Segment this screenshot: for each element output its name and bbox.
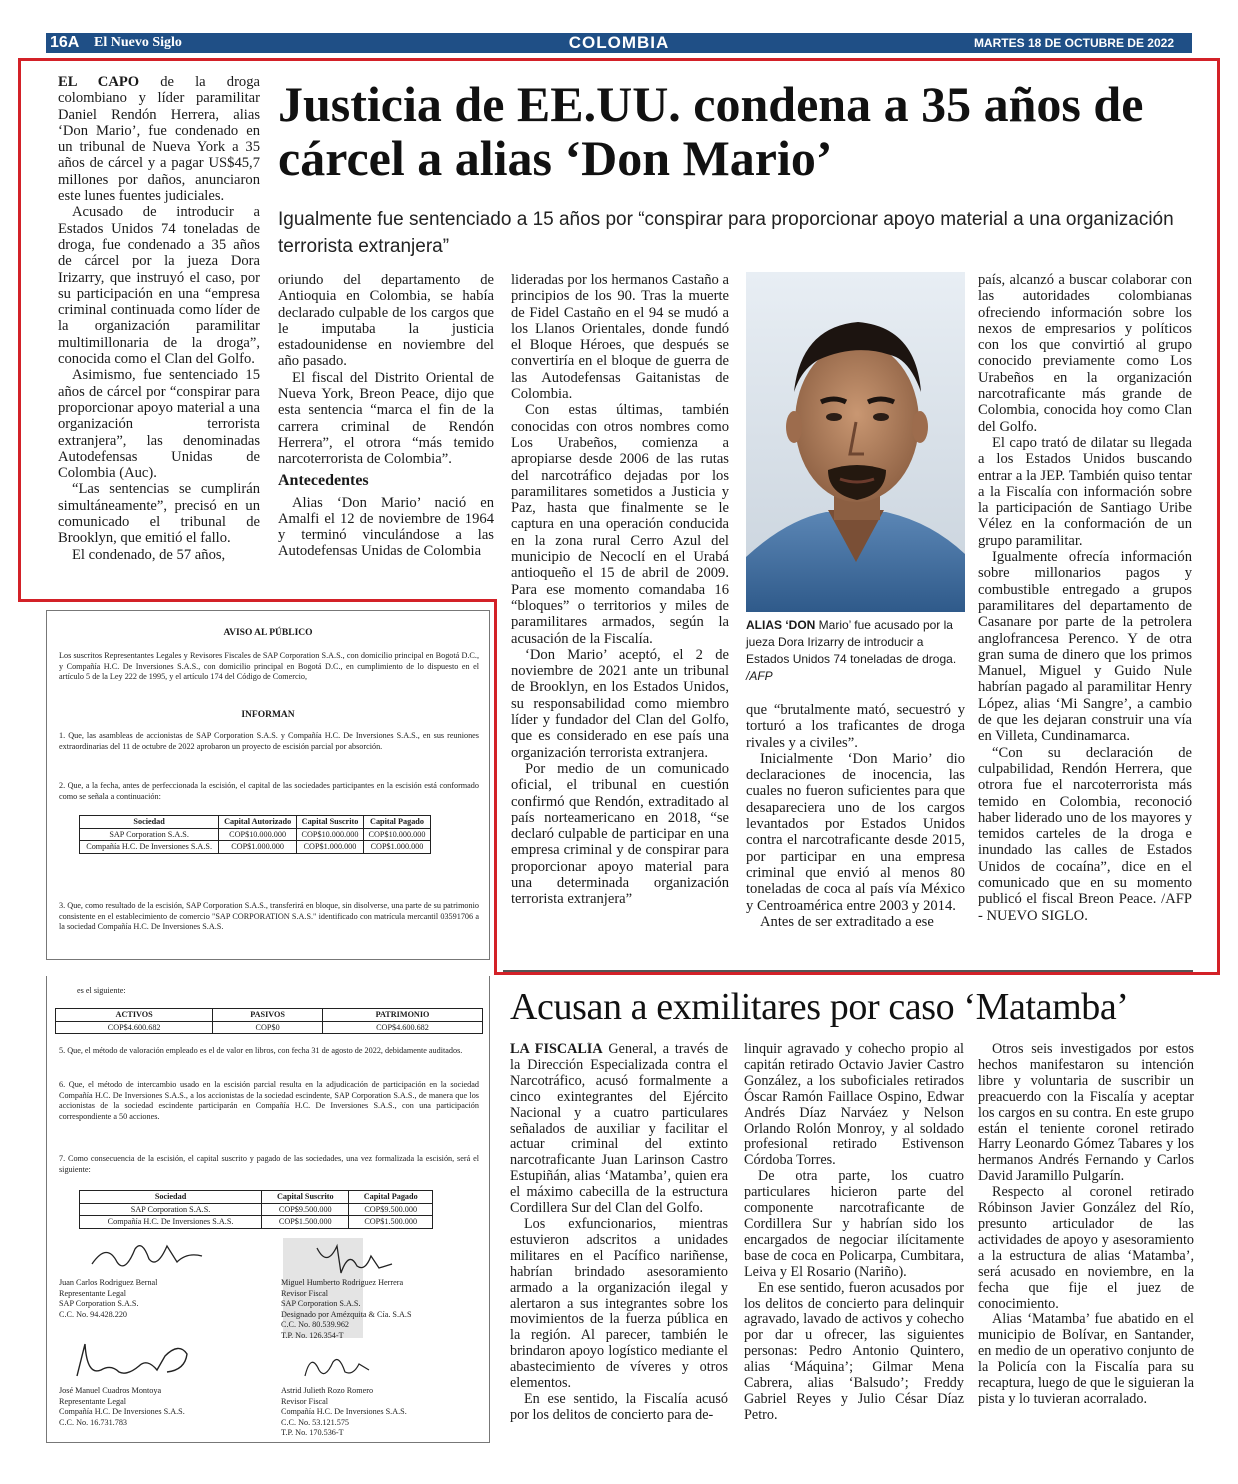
signatory-company: SAP Corporation S.A.S.: [281, 1299, 361, 1308]
portrait-photo: [746, 272, 965, 612]
signatory-role: Revisor Fiscal: [281, 1288, 329, 1298]
frame-inner-bottom: [18, 599, 497, 602]
frame-top: [18, 58, 1220, 61]
paragraph: ‘Don Mario’ aceptó, el 2 de noviembre de 2021 ante un tribunal de Brooklyn, en los Estados Unidos, su responsabilidad como miembro líder y fundador del Clan del Golfo, que es considerado en ese país una organización terrorista extranjera.: [511, 646, 729, 761]
paragraph: “Las sentencias se cumplirán simultáneamente”, precisó en un comunicado el tribunal de Brooklyn, que emitió el fallo.: [58, 481, 260, 547]
lead-word: EL CAPO: [58, 74, 140, 90]
signatory-1: [59, 1278, 157, 1320]
notice-point-7: 7. Como consecuencia de la escisión, el capital suscrito y pagado de las sociedades, una vez formalizada la escisión, será el siguiente:: [59, 1154, 479, 1174]
paragraph: Alias ‘Matamba’ fue abatido en el municipio de Bolívar, en Santander, en medio de un operativo conjunto de la Policía con la Fiscalía para su recaptura, luego de que le siguieran la pista y lo tuvieran acorralado.: [978, 1311, 1194, 1407]
table-header: Capital Autorizado: [219, 816, 297, 829]
paragraph: General, a través de la Dirección Especializada contra el Narcotráfico, acusó formalmente a cinco exintegrantes del Ejército Nacional y a cuatro particulares señalados de auxiliar y facilitar el actuar criminal del extinto narcotraficante Juan Larinson Castro Estupiñán, alias ‘Matamba’, quien era el máximo cabecilla de la estructura Cordillera Sur del Clan del Golfo.: [510, 1042, 728, 1217]
caption-credit: /AFP: [746, 669, 773, 683]
signatory-id: C.C. No. 94.428.220: [59, 1309, 128, 1319]
paragraph: Asimismo, fue sentenciado 15 años de cárcel por “conspirar para proporcionar apoyo material a una organización terrorista extranjera”, las denominadas Autodefensas Unidas de Colombia (Auc).: [58, 367, 260, 482]
signatory-3: [59, 1386, 185, 1428]
table-header-row: [80, 816, 431, 829]
frame-inner-left: [494, 599, 497, 975]
public-notice: [46, 610, 490, 960]
signatory-id: C.C. No. 53.121.575: [281, 1417, 350, 1427]
main-subhead: Igualmente fue sentenciado a 15 años por “conspirar para proporcionar apoyo material a una organización terrorista extranjera”: [278, 209, 1174, 257]
notice-point-3: 3. Que, como resultado de la escisión, SAP Corporation S.A.S., transferirá en bloque, sin disolverse, una parte de su patrimonio consistente en el establecimiento de comercio "SAP CORPORATION S.A.S." identificado con matrícula mercantil 03591706 a la sociedad Compañía H.C. De Inversiones S.A.S.: [59, 901, 479, 931]
paragraph: En ese sentido, fueron acusados por los delitos de concierto para delinquir agravado, lavado de activos y cohecho por dar u ofrecer, las siguientes personas: Pedro Antonio Quintero, alias ‘Máquina’; Gilmar Mena Cabrera, alias ‘Balsudo’; Freddy Gabriel Reyes y Julio César Díaz Petro.: [744, 1279, 964, 1423]
paragraph: El capo trató de dilatar su llegada a los Estados Unidos buscando entrar a la JEP. También quiso tentar a la Fiscalía con información sobre la participación de Santiago Uribe Vélez en la conformación de un grupo paramilitar.: [978, 434, 1192, 549]
table-header-row: [80, 1191, 433, 1204]
paragraph: De otra parte, los cuatro particulares hicieron parte del componente narcotraficante de Cordillera Sur y habrían sido los encargados de negociar ilícitamente base de coca en Policarpa, Cumbitara, Leiva y El Rosario (Nariño).: [744, 1168, 964, 1280]
table-row: [80, 828, 431, 841]
paragraph: que “brutalmente mató, secuestró y torturó a los traficantes de droga rivales y a civiles”.: [746, 702, 965, 751]
notice-point-1: 1. Que, las asambleas de accionistas de SAP Corporation S.A.S. y Compañía H.C. De Inversiones S.A.S., en sus reuniones extraordinarias del 11 de octubre de 2022 aprobaron un proyecto de escisión parcial por absorción.: [59, 731, 479, 751]
main-article-column-1: [58, 74, 260, 584]
table-cell: COP$4.600.682: [56, 1021, 213, 1034]
table-cell: COP$10.000.000: [363, 828, 430, 841]
capital-table-after: [79, 1190, 433, 1229]
signatory-designation: Designado por Amézquita & Cía. S.A.S: [281, 1309, 412, 1319]
signature-2: [307, 1238, 407, 1278]
main-article-column-3: [511, 272, 729, 962]
notice-point-6: 6. Que, el método de intercambio usado en la escisión parcial resulta en la adjudicación de participación en la sociedad Compañía H.C. De Inversiones S.A.S., a los accionistas de la sociedad escindente, SAP Corporation S.A.S., de manera que los accionistas de la sociedad escindente participarán en Compañía H.C. De Inversiones S.A.S., con una participación correspondiente a 50 acciones.: [59, 1080, 479, 1121]
table-cell: COP$1.500.000: [349, 1216, 433, 1229]
paragraph: oriundo del departamento de Antioquia en Colombia, se había declarado culpable de los cargos que le imputaba la justicia estadounidense en noviembre del año pasado.: [278, 272, 494, 370]
table-cell: SAP Corporation S.A.S.: [80, 828, 219, 841]
paragraph: lideradas por los hermanos Castaño a principios de los 90. Tras la muerte de Fidel Castaño en el 94 se mudó a los Llanos Orientales, donde fundó el Bloque Héroes, que después se convertiría en el bloque de guerra de las Autodefensas Gaitanistas de Colombia.: [511, 272, 729, 403]
table-cell: COP$1.000.000: [363, 841, 430, 854]
table-header: Sociedad: [80, 1191, 262, 1204]
table-header: PASIVOS: [213, 1009, 323, 1022]
paragraph: Con estas últimas, también conocidas con otros nombres como Los Urabeños, comienza a apropiarse desde 2006 de las rutas del narcotráfico dejadas por los paramilitares sometidos a Justicia y Paz, hasta que finalmente se le captura en una operación conducida en la zona rural Cerro Azul del municipio de Necoclí en el Urabá antioqueño el 15 de abril de 2009. Para ese momento comandaba 16 “bloques” o territorios y miles de paramilitares armados, según la acusación de la Fiscalía.: [511, 402, 729, 647]
table-header: Capital Suscrito: [262, 1191, 349, 1204]
table-row: [56, 1021, 483, 1034]
signatory-role: Representante Legal: [59, 1396, 127, 1406]
paragraph: Acusado de introducir a Estados Unidos 74 toneladas de droga, fue condenado a 35 años de cárcel por la jueza Dora Irizarry, que instruyó el caso, por su participación en una “empresa criminal continuada como líder de la organización paramilitar multimillonaria de la droga”, conocida como el Clan del Golfo.: [58, 204, 260, 368]
table-row: [80, 1203, 433, 1216]
signature-1: [87, 1234, 207, 1274]
section-title: COLOMBIA: [568, 33, 670, 52]
signatory-tp: T.P. No. 170.536-T: [281, 1428, 344, 1437]
signatory-company: Compañía H.C. De Inversiones S.A.S.: [281, 1407, 407, 1416]
table-cell: COP$9.500.000: [262, 1203, 349, 1216]
table-row: [80, 1216, 433, 1229]
issue-date: MARTES 18 DE OCTUBRE DE 2022: [973, 36, 1174, 50]
main-article-column-4: [746, 702, 965, 962]
signatory-name: José Manuel Cuadros Montoya: [59, 1386, 162, 1395]
second-headline: Acusan a exmilitares por caso ‘Matamba’: [510, 986, 1129, 1028]
notice-point-4-tail: es el siguiente:: [77, 986, 126, 995]
table-cell: Compañía H.C. De Inversiones S.A.S.: [80, 841, 219, 854]
paragraph: El fiscal del Distrito Oriental de Nueva York, Breon Peace, dijo que esta sentencia “marca el fin de la carrera criminal de Rendón Herrera”, el otrora “más temido narcoterrorista de Colombia”.: [278, 369, 494, 468]
signatory-id: C.C. No. 80.539.962: [281, 1320, 350, 1329]
notice-intro: Los suscritos Representantes Legales y Revisores Fiscales de SAP Corporation S.A.S., con domicilio principal en Bogotá D.C., y Compañía H.C. De Inversiones S.A.S., con domicilio principal en Bogotá D.C., en cumplimiento de lo dispuesto en el artículo 5 de la Ley 222 de 1995, y el artículo 174 del Código de Comercio,: [59, 651, 479, 681]
main-article-column-5: [978, 272, 1192, 962]
public-notice-continued: [46, 976, 490, 1443]
balance-table: [55, 1008, 483, 1034]
table-cell: SAP Corporation S.A.S.: [80, 1203, 262, 1216]
signatory-2: [281, 1278, 412, 1341]
page-number: 16A: [50, 34, 80, 51]
table-cell: COP$10.000.000: [296, 828, 363, 841]
second-article-column-1: [510, 1042, 728, 1462]
section-subheading: Antecedentes: [278, 471, 369, 489]
table-row: [80, 841, 431, 854]
paragraph: país, alcanzó a buscar colaborar con las autoridades colombianas ofreciendo información sobre los nexos de empresarios y políticos con los que convirtió al grupo conocido previamente como Los Urabeños en la organización narcotraficante más grande de Colombia, conocida hoy como Clan del Golfo.: [978, 272, 1192, 435]
caption-lead: ALIAS ‘DON: [746, 618, 816, 632]
signatory-role: Revisor Fiscal: [281, 1396, 329, 1406]
paragraph: Igualmente ofrecía información sobre millonarios pagos y combustible entregado a grupos paramilitares del departamento de Casanare por parte de la petrolera anglofrancesa Perenco. Y de otra gran suma de dinero que los primos Manuel, Miguel y Guido Nule habrían pagado al paramilitar Henry López, alias ‘Mi Sangre’, a cambio de que les dejaran construir una vía en Villeta, Cundinamarca.: [978, 549, 1192, 745]
capital-table-before: [79, 815, 431, 854]
second-article-column-3: [978, 1042, 1194, 1462]
table-header: Capital Pagado: [363, 816, 430, 829]
table-header: ACTIVOS: [56, 1009, 213, 1022]
table-cell: COP$9.500.000: [349, 1203, 433, 1216]
paragraph: Otros seis investigados por estos hechos manifestaron su intención libre y voluntaria de suscribir un preacuerdo con la Fiscalía y aceptar los cargos en su contra. En este grupo están el teniente coronel retirado Harry Leonardo Gómez Tabares y los hermanos Andrés Fernando y Carlos David Jaramillo Pulgarín.: [978, 1042, 1194, 1185]
signature-3: [67, 1336, 207, 1384]
portrait-illustration: [746, 272, 965, 612]
paragraph: Por medio de un comunicado oficial, el tribunal en cuestión confirmó que Rendón, extraditado al país norteamericano en 2018, “se declaró culpable de participar en una empresa criminal y de conspirar para proporcionar apoyo material para una determinada organización terrorista extranjera”: [511, 760, 729, 908]
paragraph: Antes de ser extraditado a ese: [760, 913, 934, 930]
paragraph: Inicialmente ‘Don Mario’ dio declaraciones de inocencia, las cuales no fueron suficientes para que desapareciera uno de los cargos levantados por Estados Unidos contra el narcotraficante desde 2015, por participar en una empresa criminal que envió al menos 80 toneladas de coca al país vía México y Centroamérica entre 2003 y 2014.: [746, 750, 965, 914]
page-header: [46, 33, 1192, 53]
notice-informan: INFORMAN: [241, 710, 295, 720]
table-cell: COP$4.600.682: [322, 1021, 482, 1034]
signatory-name: Astrid Julieth Rozo Romero: [281, 1386, 374, 1395]
main-headline: Justicia de EE.UU. condena a 35 años de cárcel a alias ‘Don Mario’: [278, 76, 1144, 186]
paragraph: “Con su declaración de culpabilidad, Rendón Herrera, que otrora fue el narcoterrorista más temido en Colombia, reconoció haber liderado uno de los mayores y temidos carteles de la droga e inundado las calles de Estados Unidos de cocaína”, dice en el comunicado que en su momento publicó el fiscal Breon Peace. /AFP - NUEVO SIGLO.: [978, 744, 1192, 924]
table-header: PATRIMONIO: [322, 1009, 482, 1022]
signatory-name: Juan Carlos Rodriguez Bernal: [59, 1278, 158, 1287]
paragraph: Alias ‘Don Mario’ nació en Amalfi el 12 de noviembre de 1964 y terminó vinculándose a las Autodefensas Unidas de Colombia: [278, 494, 494, 560]
signatory-id: C.C. No. 16.731.783: [59, 1417, 128, 1427]
paragraph: En ese sentido, la Fiscalía acusó por los delitos de concierto para de-: [510, 1390, 728, 1423]
signatory-role: Representante Legal: [59, 1288, 127, 1298]
table-cell: COP$10.000.000: [219, 828, 297, 841]
frame-right: [1217, 58, 1220, 975]
paragraph: de la droga colombiano y líder paramilitar Daniel Rendón Herrera, alias ‘Don Mario’, fue condenado en un tribunal de Nueva York a 35 años de cárcel y a pagar US$45,7 millones por daños, anunciaron este lunes fuentes judiciales.: [58, 74, 260, 205]
notice-point-2: 2. Que, a la fecha, antes de perfeccionada la escisión, el capital de las sociedades participantes en la escisión está conformado como se señala a continuación:: [59, 781, 479, 801]
table-cell: Compañía H.C. De Inversiones S.A.S.: [80, 1216, 262, 1229]
signatory-company: Compañía H.C. De Inversiones S.A.S.: [59, 1407, 185, 1416]
paragraph: Respecto al coronel retirado Róbinson Javier González del Río, presunto articulador de las actividades de apoyo y asesoramiento a la estructura de alias ‘Matamba’, será acusado en noviembre, en la fecha que fije el juez de conocimiento.: [978, 1184, 1194, 1312]
main-article-column-2: [278, 272, 494, 584]
paragraph: linquir agravado y cohecho propio al capitán retirado Octavio Javier Castro González, a los suboficiales retirados Óscar Ramón Faillace Ospino, Edwar Andrés Díaz Narváez y Nelson Orlando Rolón Monroy, y al soldado profesional retirado Estivenson Córdoba Torres.: [744, 1042, 964, 1169]
notice-point-5: 5. Que, el método de valoración empleado es el de valor en libros, con fecha 31 de agosto de 2022, debidamente auditados.: [59, 1046, 463, 1055]
photo-caption: [746, 617, 965, 685]
signatory-4: [281, 1386, 407, 1439]
table-cell: COP$1.500.000: [262, 1216, 349, 1229]
second-article-column-2: [744, 1042, 964, 1462]
paragraph: Los exfuncionarios, mientras estuvieron adscritos a unidades militares en el Pacífico nariñense, habrían brindado asesoramiento armado a la organización ilegal y alertaron a sus integrantes sobre los movimientos de la fuerza pública en la región. Al parecer, también le brindaron apoyo logístico mediante el abastecimiento de víveres y otros elementos.: [510, 1215, 728, 1392]
table-cell: COP$1.000.000: [219, 841, 297, 854]
caption-text: Mario’ fue acusado por la jueza Dora Irizarry de introducir a Estados Unidos 74 toneladas de droga.: [746, 618, 957, 666]
paragraph: El condenado, de 57 años,: [72, 546, 226, 563]
article-divider: [503, 970, 1193, 972]
frame-bottom: [494, 972, 1220, 975]
signatory-tp: T.P. No. 126.354-T: [281, 1330, 344, 1340]
newspaper-name: El Nuevo Siglo: [94, 35, 182, 50]
table-cell: COP$0: [213, 1021, 323, 1034]
table-header: Capital Pagado: [349, 1191, 433, 1204]
table-header: Sociedad: [80, 816, 219, 829]
notice-title: AVISO AL PÚBLICO: [223, 628, 313, 638]
signatory-company: SAP Corporation S.A.S.: [59, 1299, 139, 1308]
table-cell: COP$1.000.000: [296, 841, 363, 854]
signature-4: [297, 1346, 377, 1384]
signatory-name: Miguel Humberto Rodriguez Herrera: [281, 1278, 404, 1287]
table-header: Capital Suscrito: [296, 816, 363, 829]
table-header-row: [56, 1009, 483, 1022]
frame-left: [18, 58, 21, 602]
lead-word: LA FISCALÍA: [510, 1042, 603, 1057]
